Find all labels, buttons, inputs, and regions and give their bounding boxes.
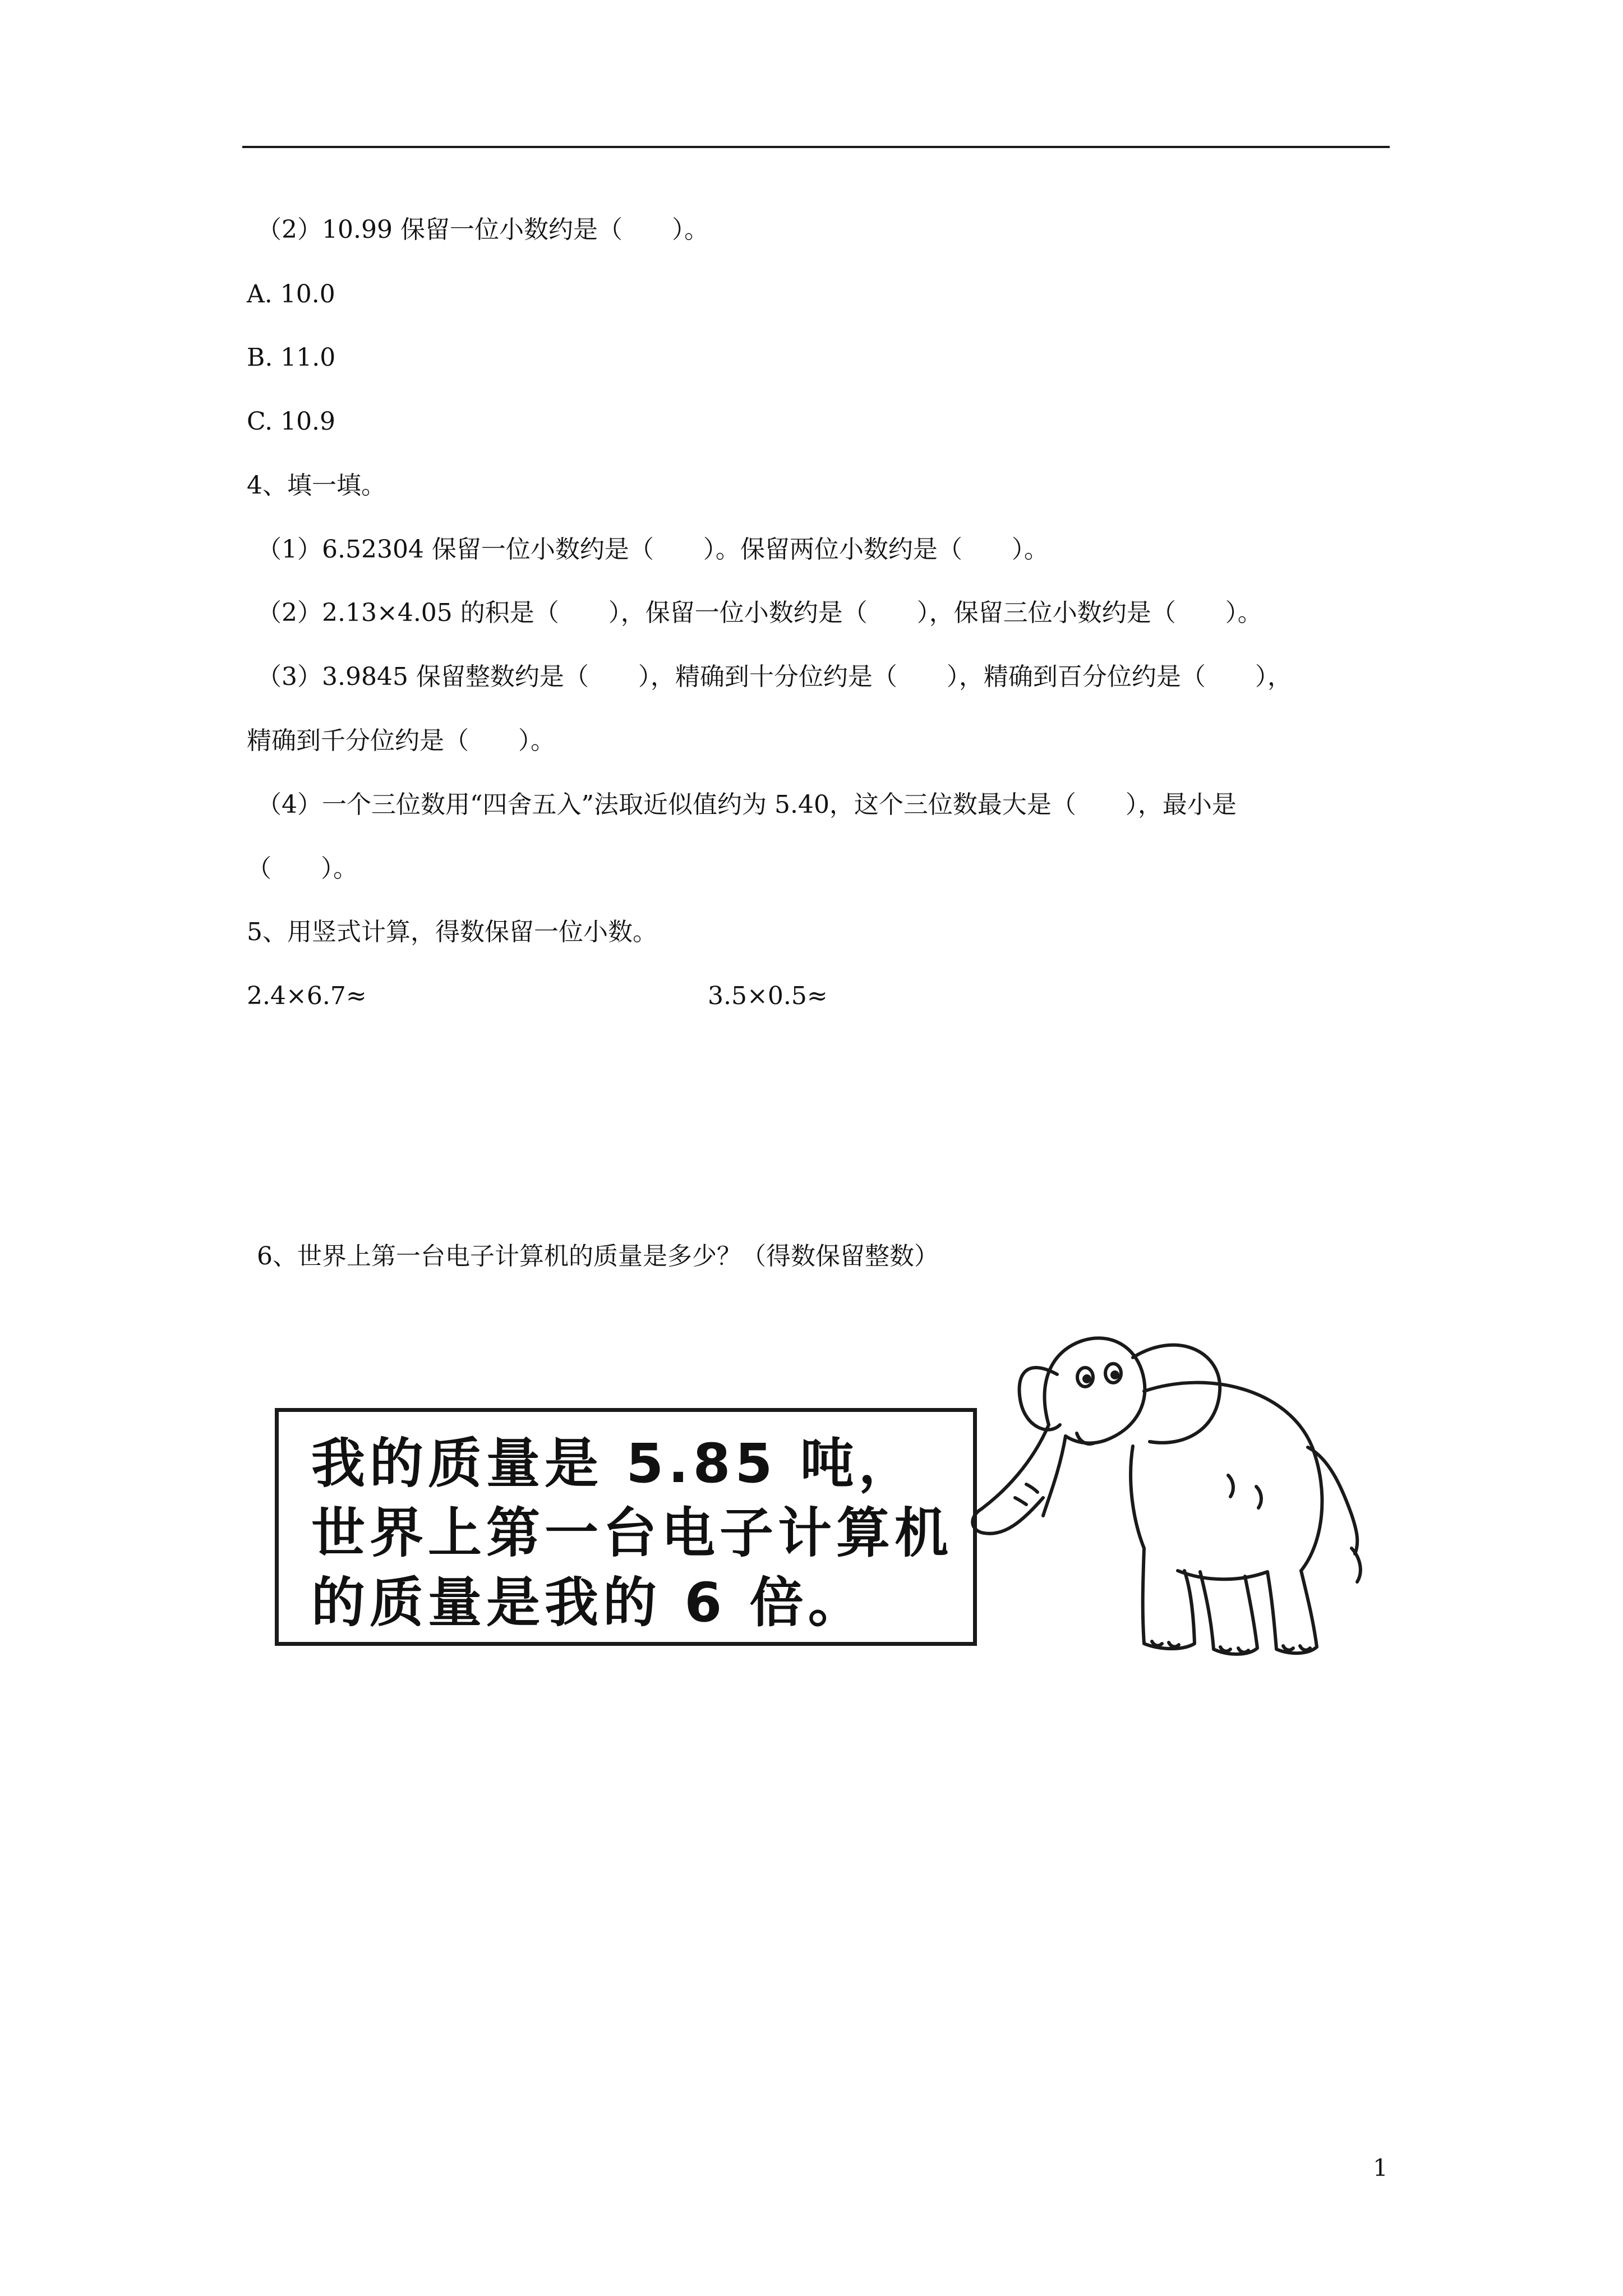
- header-rule: [242, 146, 1390, 148]
- question-2-prompt: （2）10.99 保留一位小数约是（ ）。: [257, 215, 709, 244]
- calc-right-expression: 3.5×0.5≈: [708, 982, 828, 1010]
- option-c: C. 10.9: [247, 407, 336, 436]
- question-4-item-4: （4）一个三位数用“四舍五入”法取近似值约为 5.40，这个三位数最大是（ ），最小是: [257, 790, 1237, 819]
- speech-box: [275, 1408, 977, 1646]
- question-4-heading: 4、填一填。: [247, 471, 386, 500]
- question-4-item-3-continued: 精确到千分位约是（ ）。: [247, 726, 555, 755]
- question-4-item-3: （3）3.9845 保留整数约是（ ），精确到十分位约是（ ），精确到百分位约是（ ），: [257, 662, 1292, 691]
- page-number: 1: [1373, 2154, 1388, 2182]
- option-b: B. 11.0: [247, 343, 336, 372]
- elephant-drawing: [965, 1307, 1380, 1677]
- option-a: A. 10.0: [247, 280, 335, 309]
- question-4-item-4-continued: （ ）。: [247, 854, 358, 883]
- speech-text: 我的质量是 5.85 吨，世界上第一台电子计算机的质量是我的 6 倍。: [311, 1432, 953, 1634]
- question-4-item-2: （2）2.13×4.05 的积是（ ），保留一位小数约是（ ），保留三位小数约是（ ）。: [257, 599, 1262, 627]
- elephant-illustration: [264, 1307, 1380, 1677]
- question-5-heading: 5、用竖式计算，得数保留一位小数。: [247, 918, 657, 946]
- question-4-item-1: （1）6.52304 保留一位小数约是（ ）。保留两位小数约是（ ）。: [257, 535, 1049, 564]
- calc-left-expression: 2.4×6.7≈: [247, 982, 367, 1010]
- question-6-heading: 6、世界上第一台电子计算机的质量是多少？（得数保留整数）: [257, 1242, 939, 1271]
